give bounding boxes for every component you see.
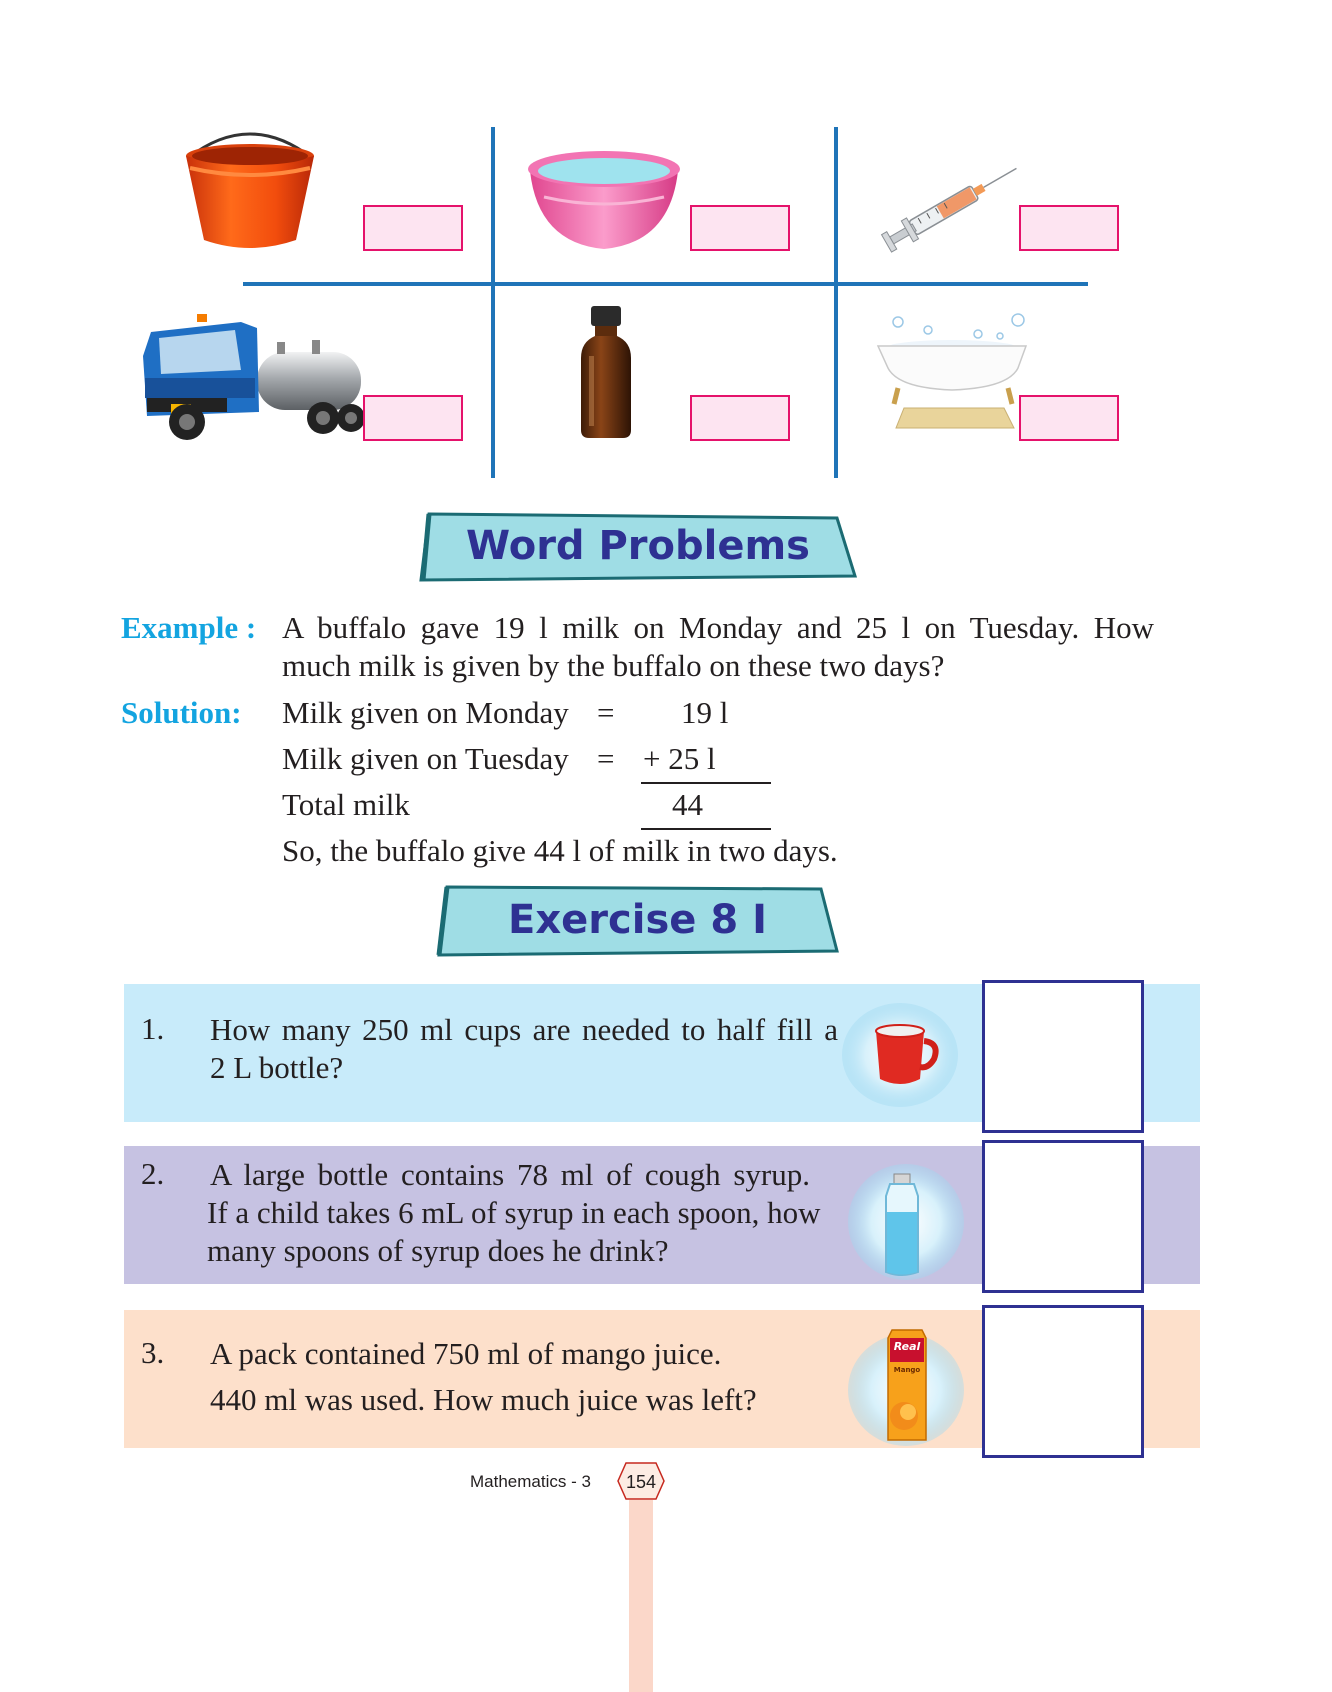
example-label: Example : <box>121 610 257 645</box>
answer-box-bathtub[interactable] <box>1019 395 1119 441</box>
footer-tab <box>629 1500 653 1692</box>
exercise-banner <box>435 883 840 961</box>
example-line-2: much milk is given by the buffalo on these two days? <box>282 648 945 683</box>
question-1-line-2: 2 L bottle? <box>210 1050 344 1085</box>
answer-box-bucket[interactable] <box>363 205 463 251</box>
question-1-number: 1. <box>141 1011 165 1046</box>
sum-line-top <box>641 782 771 784</box>
solution-row-2-value: + 25 l <box>643 741 716 776</box>
example-line-1: A buffalo gave 19 l milk on Monday and 25 l on Tuesday. How <box>282 610 1154 645</box>
exercise-heading: Exercise 8 I <box>508 897 767 943</box>
word-problems-banner <box>419 510 857 586</box>
syringe-icon <box>876 160 1026 250</box>
cup-icon <box>840 995 960 1115</box>
page-number: 154 <box>625 1472 657 1492</box>
solution-total-value: 44 <box>672 787 703 822</box>
solution-conclusion: So, the buffalo give 44 l of milk in two days. <box>282 833 838 868</box>
answer-box-syringe[interactable] <box>1019 205 1119 251</box>
solution-label: Solution: <box>121 695 242 730</box>
juice-pack-flavor: Mango <box>893 1366 921 1374</box>
solution-row-2-equals: = <box>597 741 615 776</box>
medicine-bottle-icon <box>577 306 635 440</box>
tanker-truck-icon <box>137 312 369 452</box>
bathtub-icon <box>868 312 1038 436</box>
water-bottle-icon <box>846 1160 966 1285</box>
question-1-line-1: How many 250 ml cups are needed to half fill a <box>210 1012 838 1047</box>
bucket-icon <box>180 128 320 253</box>
question-2-answer-box[interactable] <box>982 1140 1144 1293</box>
question-3-line-1: A pack contained 750 ml of mango juice. <box>210 1336 722 1371</box>
question-2-number: 2. <box>141 1156 165 1191</box>
question-2-line-2: If a child takes 6 mL of syrup in each spoon, how <box>207 1195 821 1230</box>
grid-vertical-line-2 <box>834 127 838 478</box>
grid-horizontal-line <box>243 282 1088 286</box>
question-3-line-2: 440 ml was used. How much juice was left? <box>210 1382 757 1417</box>
solution-row-1-equals: = <box>597 695 615 730</box>
juice-pack-brand: Real <box>893 1340 921 1353</box>
solution-row-1-text: Milk given on Monday <box>282 695 569 730</box>
question-1-answer-box[interactable] <box>982 980 1144 1133</box>
word-problems-heading: Word Problems <box>466 523 810 569</box>
answer-box-tub[interactable] <box>690 205 790 251</box>
solution-row-3-text: Total milk <box>282 787 410 822</box>
question-2-line-3: many spoons of syrup does he drink? <box>207 1233 669 1268</box>
solution-row-2-text: Milk given on Tuesday <box>282 741 569 776</box>
footer-subject: Mathematics - 3 <box>470 1472 591 1491</box>
question-3-number: 3. <box>141 1335 165 1370</box>
answer-box-tanker[interactable] <box>363 395 463 441</box>
tub-icon <box>524 145 684 253</box>
question-2-line-1: A large bottle contains 78 ml of cough syrup. <box>210 1157 810 1192</box>
sum-line-bottom <box>641 828 771 830</box>
answer-box-medicine-bottle[interactable] <box>690 395 790 441</box>
solution-row-1-value: 19 l <box>681 695 729 730</box>
question-3-answer-box[interactable] <box>982 1305 1144 1458</box>
grid-vertical-line-1 <box>491 127 495 478</box>
juice-pack-icon <box>846 1324 966 1450</box>
